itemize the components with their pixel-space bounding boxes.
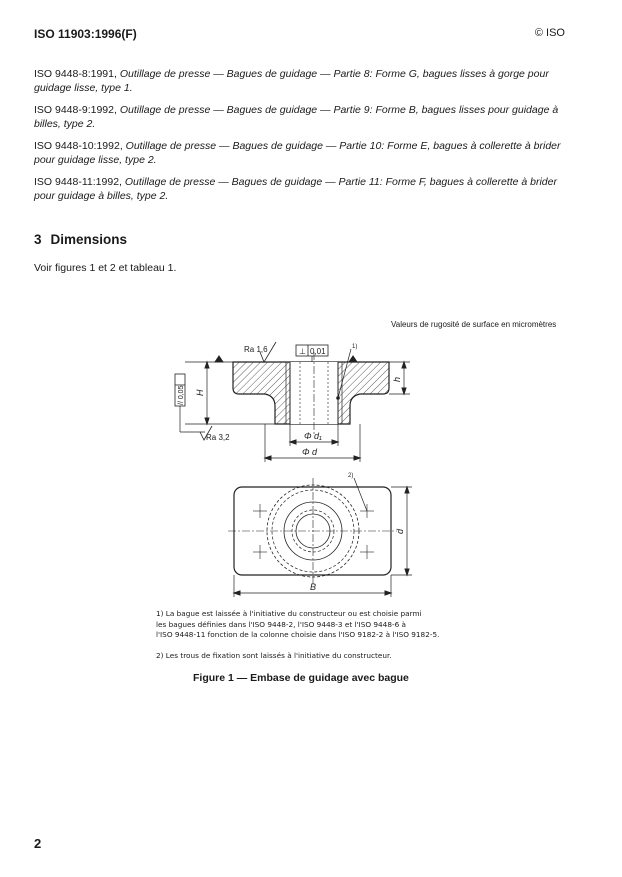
page-number: 2 (34, 836, 42, 851)
perpendicularity-symbol: ⊥ (299, 347, 306, 356)
tolerance-value: 0,01 (310, 347, 326, 356)
reference-title: Outillage de presse — Bagues de guidage — Partie 11: Forme F, bagues à collerette à brider pour guidage à billes, type 2. (34, 176, 557, 202)
figure-caption: Figure 1 — Embase de guidage avec bague (193, 672, 409, 684)
parallelism-label: // 0,05 (178, 385, 185, 405)
ra-bottom-label: Ra 3,2 (206, 433, 230, 442)
note-line: les bagues définies dans l'ISO 9448-2, l'ISO 9448-3 et l'ISO 9448-6 à (156, 619, 407, 629)
dim-B-label: B (310, 582, 317, 592)
section-number: 3 (34, 232, 42, 247)
section-view (175, 342, 410, 462)
document-header-id: ISO 11903:1996(F) (34, 27, 137, 41)
note-ref-1: 1) (352, 344, 358, 350)
reference-title: Outillage de presse — Bagues de guidage — Partie 10: Forme E, bagues à collerette à brider pour guidage lisse, type 2. (34, 140, 561, 166)
dim-side-label: d (395, 528, 405, 534)
reference-code: ISO 9448-9:1992, (34, 104, 117, 116)
roughness-note: Valeurs de rugosité de surface en micromètres (391, 320, 557, 329)
reference-code: ISO 9448-8:1991, (34, 68, 117, 80)
reference-code: ISO 9448-10:1992, (34, 140, 123, 152)
dim-d1-label: Φ d₁ (304, 431, 322, 441)
ra-top-label: Ra 1,6 (244, 345, 268, 354)
reference-title: Outillage de presse — Bagues de guidage — Partie 8: Forme G, bagues lisses à gorge pour guidage lisse, type 1. (34, 68, 549, 94)
figure-note-2: 2) Les trous de fixation sont laissés à l'initiative du constructeur. (156, 651, 392, 660)
plan-view (228, 478, 412, 597)
dim-H-label: H (195, 389, 205, 396)
note-line: l'ISO 9448-11 fonction de la colonne choisie dans l'ISO 9182-2 à l'ISO 9182-5. (156, 630, 440, 639)
copyright-mark: © ISO (534, 27, 565, 39)
dim-d-label: Φ d (302, 447, 318, 457)
dim-h-label: h (392, 376, 402, 382)
section-text: Voir figures 1 et 2 et tableau 1. (34, 262, 177, 274)
figure-notes (156, 609, 439, 641)
reference-title: Outillage de presse — Bagues de guidage — Partie 9: Forme B, bagues lisses pour guidage à billes, type 2. (34, 104, 559, 130)
reference-code: ISO 9448-11:1992, (34, 176, 122, 188)
section-title: Dimensions (50, 232, 128, 247)
note-ref-2: 2) (348, 473, 354, 479)
note-line: 1) La bague est laissée à l'initiative du constructeur ou est choisie parmi (156, 609, 422, 618)
